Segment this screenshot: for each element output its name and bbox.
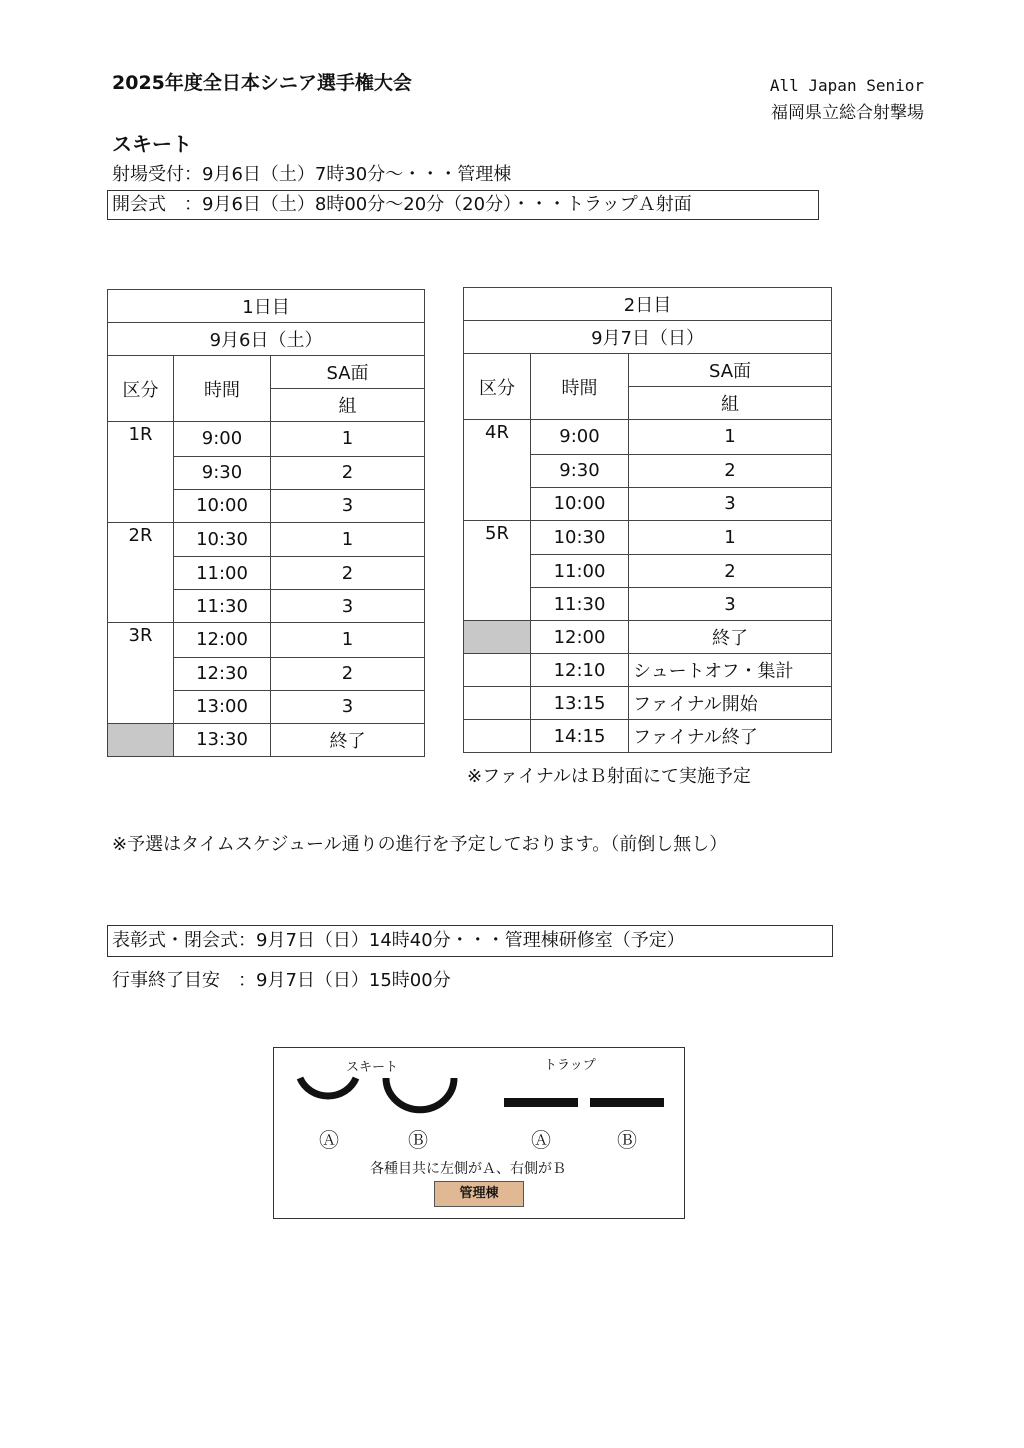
time-cell: 13:15 bbox=[531, 687, 629, 720]
group-cell: 3 bbox=[629, 487, 832, 520]
table-row bbox=[464, 520, 832, 555]
table-row bbox=[464, 487, 832, 520]
time-cell: 13:00 bbox=[174, 690, 271, 723]
section-cell bbox=[464, 654, 531, 687]
col-group-header: 組 bbox=[271, 389, 425, 422]
group-cell: 2 bbox=[629, 555, 832, 588]
group-cell: 1 bbox=[271, 623, 425, 658]
section-cell: 1R bbox=[108, 422, 174, 457]
table-row bbox=[464, 588, 832, 621]
time-cell: 12:10 bbox=[531, 654, 629, 687]
section-cell-shaded bbox=[464, 621, 531, 654]
field-b-trap-marker: Ⓑ bbox=[617, 1128, 637, 1152]
time-cell: 10:00 bbox=[531, 487, 629, 520]
table-row bbox=[108, 422, 425, 457]
venue-english: All Japan Senior bbox=[769, 76, 924, 95]
day2-date: 9月7日（日） bbox=[464, 321, 832, 354]
section-title: スキート bbox=[112, 132, 192, 156]
group-cell: 2 bbox=[271, 456, 425, 489]
group-cell: 終了 bbox=[629, 621, 832, 654]
col-section-header: 区分 bbox=[464, 354, 531, 420]
section-cell bbox=[464, 588, 531, 621]
section-cell bbox=[108, 657, 174, 690]
section-cell bbox=[108, 590, 174, 623]
section-cell bbox=[108, 489, 174, 522]
table-row bbox=[108, 489, 425, 522]
time-cell: 12:30 bbox=[174, 657, 271, 690]
skeet-field-a-icon bbox=[300, 1078, 356, 1096]
table-row bbox=[108, 456, 425, 489]
time-cell: 12:00 bbox=[531, 621, 629, 654]
field-side-note: 各種目共に左側がＡ、右側がＢ bbox=[370, 1161, 566, 1177]
table-row bbox=[108, 657, 425, 690]
section-cell bbox=[464, 687, 531, 720]
venue-japanese: 福岡県立総合射撃場 bbox=[771, 103, 924, 123]
skeet-field-b-icon bbox=[386, 1078, 454, 1110]
section-cell bbox=[464, 555, 531, 588]
section-cell: 4R bbox=[464, 420, 531, 455]
group-cell: 1 bbox=[271, 522, 425, 557]
group-cell: 3 bbox=[629, 588, 832, 621]
event-end-line: 行事終了目安 ：9月7日（日）15時00分 bbox=[112, 970, 451, 991]
table-row bbox=[464, 654, 832, 687]
field-map bbox=[273, 1047, 685, 1219]
final-note: ※ファイナルはＢ射面にて実施予定 bbox=[467, 766, 751, 787]
table-row bbox=[464, 555, 832, 588]
table-row bbox=[464, 454, 832, 487]
time-cell: 9:00 bbox=[531, 420, 629, 455]
section-cell: 2R bbox=[108, 522, 174, 557]
time-cell: 10:30 bbox=[174, 522, 271, 557]
section-cell: 3R bbox=[108, 623, 174, 658]
group-cell: 1 bbox=[629, 520, 832, 555]
group-cell: 終了 bbox=[271, 723, 425, 756]
trap-field-b-icon bbox=[590, 1098, 664, 1107]
table-row bbox=[464, 720, 832, 753]
group-cell: 3 bbox=[271, 489, 425, 522]
time-cell: 9:00 bbox=[174, 422, 271, 457]
col-group-header: 組 bbox=[629, 387, 832, 420]
time-cell: 9:30 bbox=[531, 454, 629, 487]
time-cell: 11:30 bbox=[531, 588, 629, 621]
section-cell bbox=[464, 487, 531, 520]
table-row bbox=[108, 623, 425, 658]
opening-ceremony-line: 開会式 ：9月6日（土）8時00分～20分（20分）・・・トラップＡ射面 bbox=[107, 190, 819, 220]
time-cell: 11:00 bbox=[174, 557, 271, 590]
time-cell: 14:15 bbox=[531, 720, 629, 753]
table-row bbox=[108, 557, 425, 590]
table-row bbox=[108, 590, 425, 623]
table-row bbox=[108, 690, 425, 723]
management-building: 管理棟 bbox=[434, 1181, 524, 1207]
time-cell: 11:00 bbox=[531, 555, 629, 588]
field-a-trap-marker: Ⓐ bbox=[531, 1128, 551, 1152]
time-cell: 11:30 bbox=[174, 590, 271, 623]
group-cell: シュートオフ・集計 bbox=[629, 654, 832, 687]
skeet-label: スキート bbox=[346, 1060, 399, 1075]
day1-date: 9月6日（土） bbox=[108, 323, 425, 356]
day1-label: 1日目 bbox=[108, 290, 425, 323]
day1-schedule-table bbox=[107, 289, 425, 757]
group-cell: 3 bbox=[271, 590, 425, 623]
day2-schedule-table bbox=[463, 287, 832, 753]
time-cell: 12:00 bbox=[174, 623, 271, 658]
field-b-skeet-marker: Ⓑ bbox=[408, 1128, 428, 1152]
trap-field-a-icon bbox=[504, 1098, 578, 1107]
table-row bbox=[464, 420, 832, 455]
group-cell: 2 bbox=[271, 657, 425, 690]
time-cell: 10:00 bbox=[174, 489, 271, 522]
section-cell bbox=[108, 456, 174, 489]
table-row bbox=[108, 522, 425, 557]
time-cell: 13:30 bbox=[174, 723, 271, 756]
table-row bbox=[464, 687, 832, 720]
reception-line: 射場受付：9月6日（土）7時30分～・・・管理棟 bbox=[112, 164, 512, 185]
col-time-header: 時間 bbox=[531, 354, 629, 420]
group-cell: 3 bbox=[271, 690, 425, 723]
col-time-header: 時間 bbox=[174, 356, 271, 422]
section-cell bbox=[108, 557, 174, 590]
col-field-header: SA面 bbox=[629, 354, 832, 387]
col-section-header: 区分 bbox=[108, 356, 174, 422]
day2-label: 2日目 bbox=[464, 288, 832, 321]
group-cell: 1 bbox=[271, 422, 425, 457]
section-cell-shaded bbox=[108, 723, 174, 756]
section-cell bbox=[464, 720, 531, 753]
group-cell: 2 bbox=[629, 454, 832, 487]
time-cell: 9:30 bbox=[174, 456, 271, 489]
section-cell bbox=[464, 454, 531, 487]
ceremony-line: 表彰式・閉会式：9月7日（日）14時40分・・・管理棟研修室（予定） bbox=[107, 925, 833, 957]
group-cell: 1 bbox=[629, 420, 832, 455]
section-cell bbox=[108, 690, 174, 723]
preliminary-note: ※予選はタイムスケジュール通りの進行を予定しております。（前倒し無し） bbox=[112, 834, 728, 855]
group-cell: ファイナル開始 bbox=[629, 687, 832, 720]
group-cell: ファイナル終了 bbox=[629, 720, 832, 753]
time-cell: 10:30 bbox=[531, 520, 629, 555]
field-a-skeet-marker: Ⓐ bbox=[319, 1128, 339, 1152]
group-cell: 2 bbox=[271, 557, 425, 590]
table-row bbox=[108, 723, 425, 756]
trap-label: トラップ bbox=[544, 1058, 596, 1073]
table-row bbox=[464, 621, 832, 654]
section-cell: 5R bbox=[464, 520, 531, 555]
col-field-header: SA面 bbox=[271, 356, 425, 389]
document-title: 2025年度全日本シニア選手権大会 bbox=[112, 72, 412, 94]
